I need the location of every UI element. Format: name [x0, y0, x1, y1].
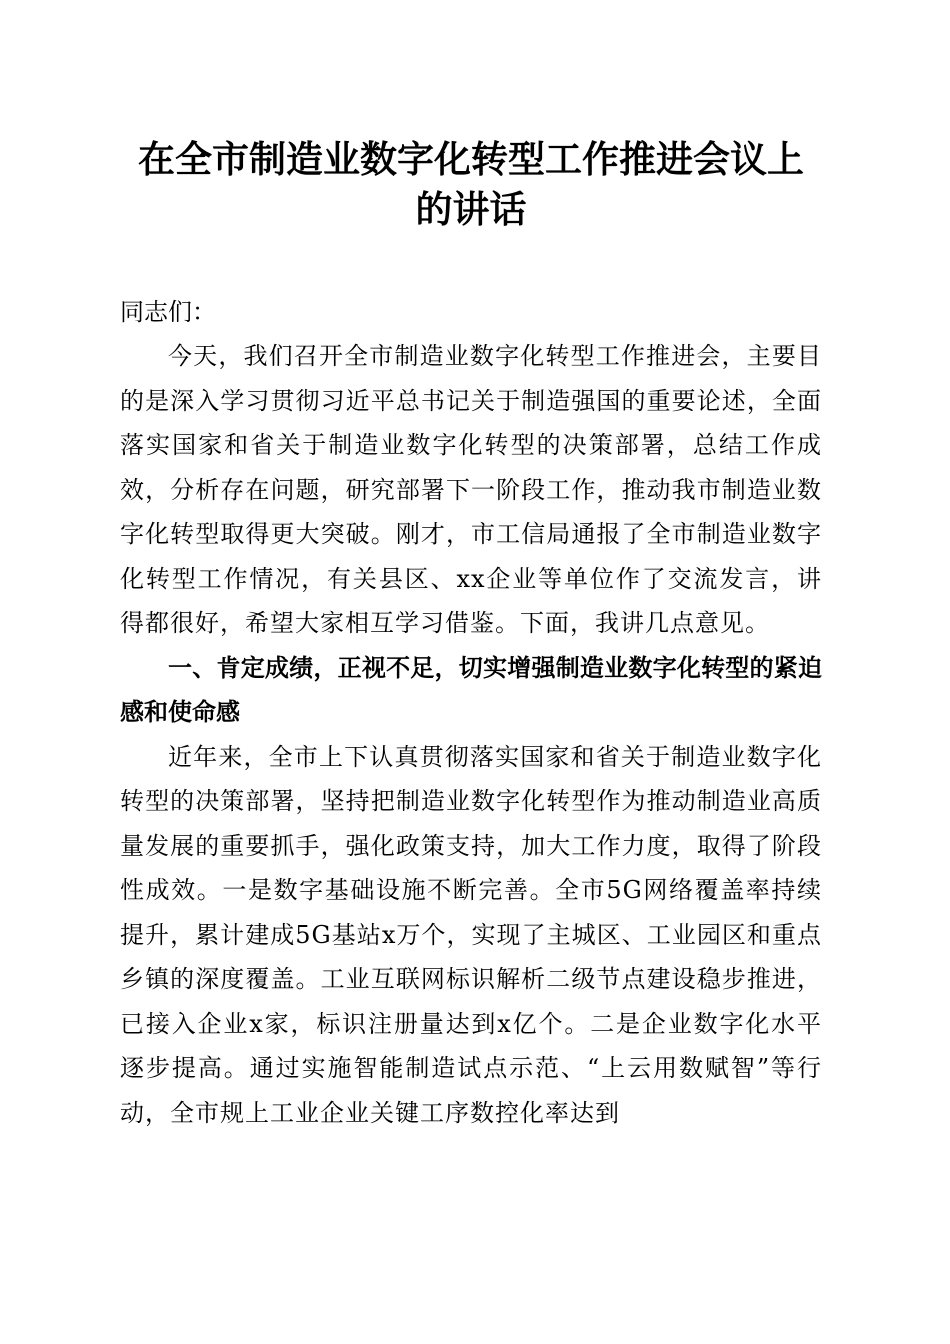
paragraph: 近年来，全市上下认真贯彻落实国家和省关于制造业数字化转型的决策部署，坚持把制造业数字化转型作为推动制造业高质量发展的重要抓手，强化政策支持，加大工作力度，取得了阶段性成效。一是数字基础设施不断完善。全市5G网络覆盖率持续提升，累计建成5G基站x万个，实现了主城区、工业园区和重点乡镇的深度覆盖。工业互联网标识解析二级节点建设稳步推进，已接入企业x家，标识注册量达到x亿个。二是企业数字化水平逐步提高。通过实施智能制造试点示范、“上云用数赋智”等行动，全市规上工业企业关键工序数控化率达到 — [120, 742, 822, 1127]
greeting: 同志们： — [120, 298, 216, 326]
document-page — [120, 134, 822, 1135]
paragraph: 今天，我们召开全市制造业数字化转型工作推进会，主要目的是深入学习贯彻习近平总书记关于制造强国的重要论述，全面落实国家和省关于制造业数字化转型的决策部署，总结工作成效，分析存在问题，研究部署下一阶段工作，推动我市制造业数字化转型取得更大突破。刚才，市工信局通报了全市制造业数字化转型工作情况，有关县区、xx企业等单位作了交流发言，讲得都很好，希望大家相互学习借鉴。下面，我讲几点意见。 — [120, 342, 822, 637]
document-title: 在全市制造业数字化转型工作推进会议上的讲话 — [138, 137, 804, 231]
section-heading: 一、肯定成绩，正视不足，切实增强制造业数字化转型的紧迫感和使命感 — [120, 653, 822, 726]
